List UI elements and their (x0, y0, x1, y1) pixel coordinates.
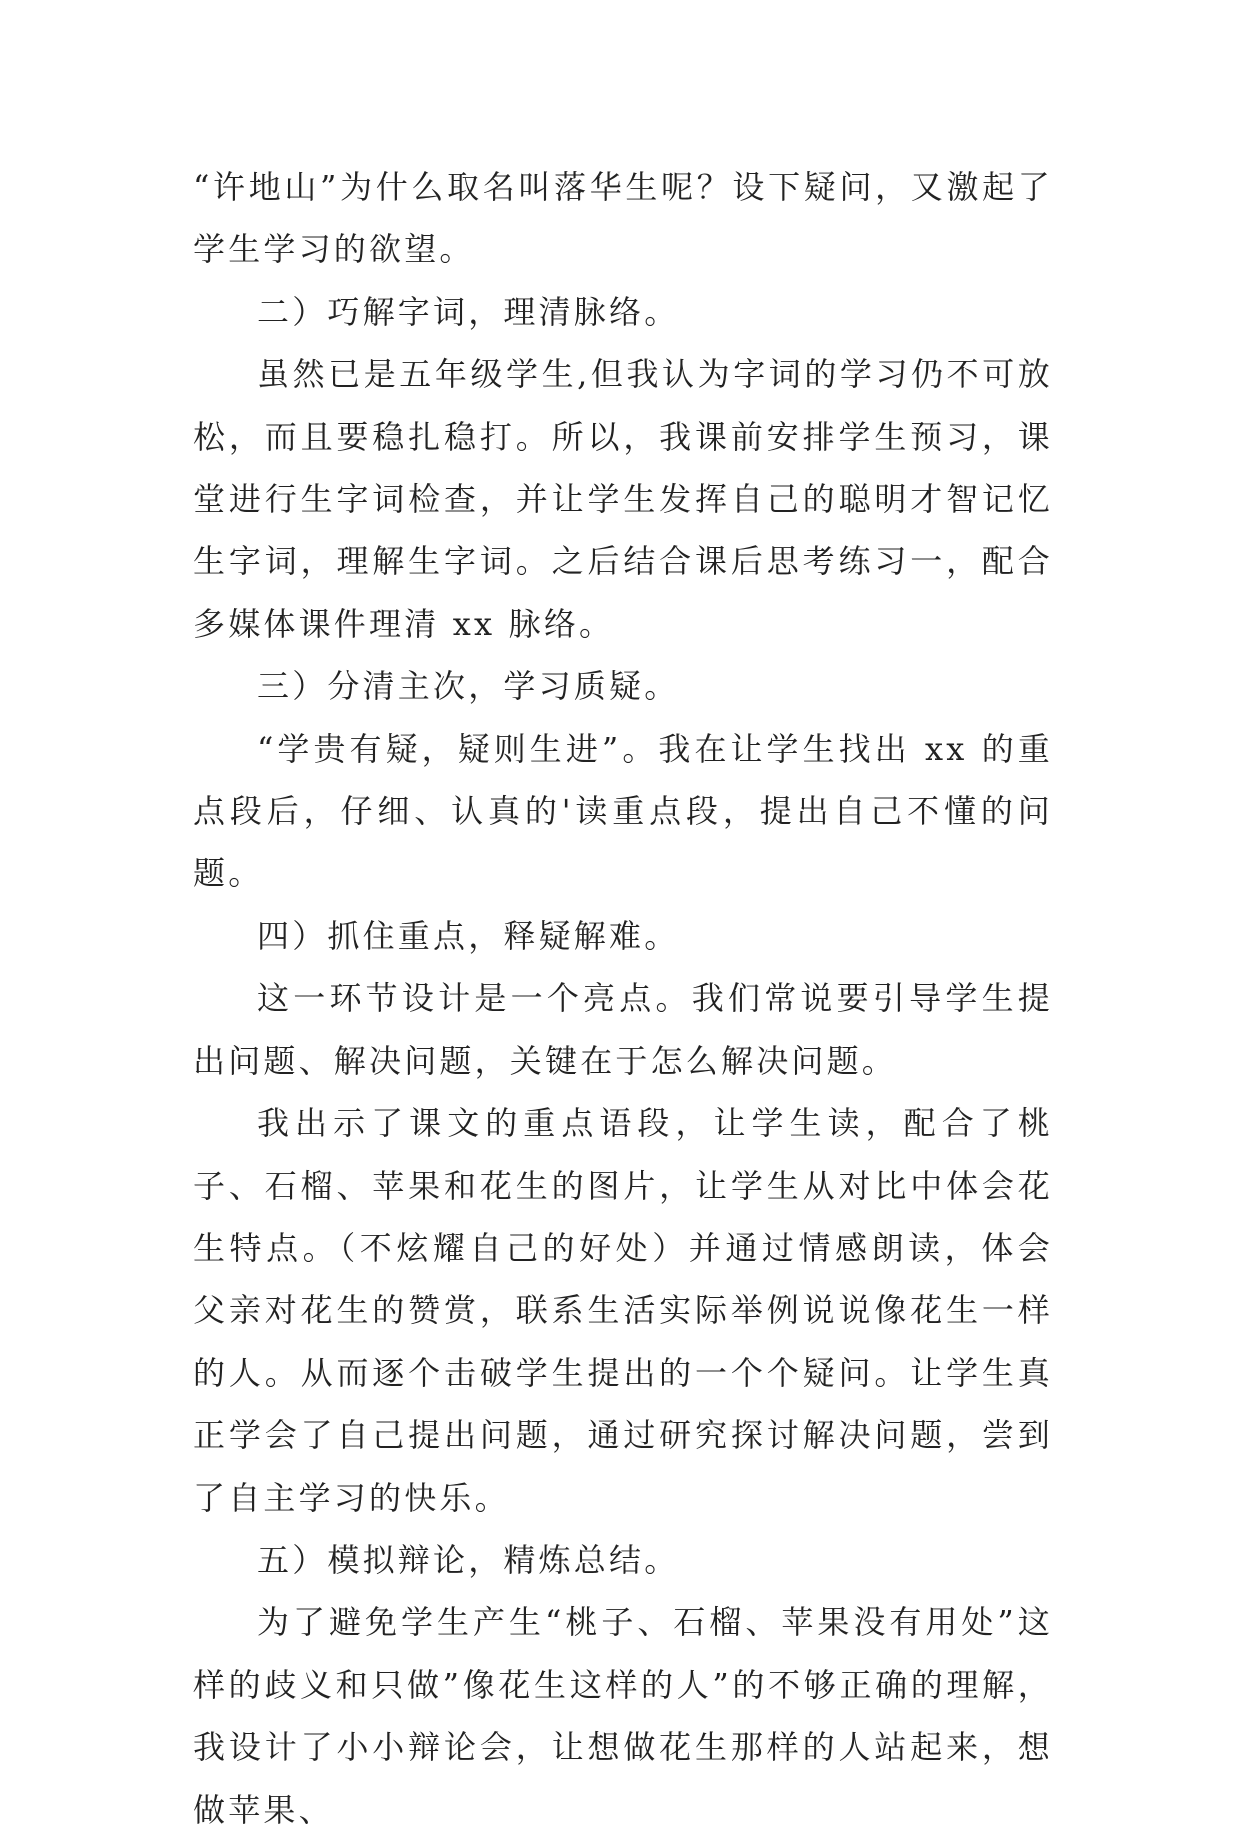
section-heading-5: 五）模拟辩论，精炼总结。 (257, 1540, 680, 1579)
paragraph-4: 这一环节设计是一个亮点。我们常说要引导学生提出问题、解决问题，关键在于怎么解决问题。 (193, 979, 1053, 1080)
body-text (193, 156, 1053, 1841)
section-heading-3: 三）分清主次，学习质疑。 (257, 667, 680, 706)
paragraph-1: “许地山”为什么取名叫落华生呢？设下疑问，又激起了学生学习的欲望。 (193, 168, 1053, 269)
paragraph-6: 为了避免学生产生“桃子、石榴、苹果没有用处”这样的歧义和只做”像花生这样的人”的不够正确的理解，我设计了小小辩论会，让想做花生那样的人站起来，想做苹果、 (193, 1603, 1053, 1829)
section-heading-4: 四）抓住重点，释疑解难。 (257, 916, 680, 955)
paragraph-2: 虽然已是五年级学生,但我认为字词的学习仍不可放松，而且要稳扎稳打。所以，我课前安排学生预习，课堂进行生字词检查，并让学生发挥自己的聪明才智记忆生字词，理解生字词。之后结合课后思考练习一，配合多媒体课件理清 xx 脉络。 (193, 355, 1053, 643)
paragraph-3: “学贵有疑，疑则生进”。我在让学生找出 xx 的重点段后，仔细、认真的'读重点段，提出自己不懂的问题。 (193, 729, 1053, 893)
section-heading-2: 二）巧解字词，理清脉络。 (257, 292, 680, 331)
paragraph-5: 我出示了课文的重点语段，让学生读，配合了桃子、石榴、苹果和花生的图片，让学生从对比中体会花生特点。（不炫耀自己的好处）并通过情感朗读，体会父亲对花生的赞赏，联系生活实际举例说说像花生一样的人。从而逐个击破学生提出的一个个疑问。让学生真正学会了自己提出问题，通过研究探讨解决问题，尝到了自主学习的快乐。 (193, 1104, 1053, 1517)
